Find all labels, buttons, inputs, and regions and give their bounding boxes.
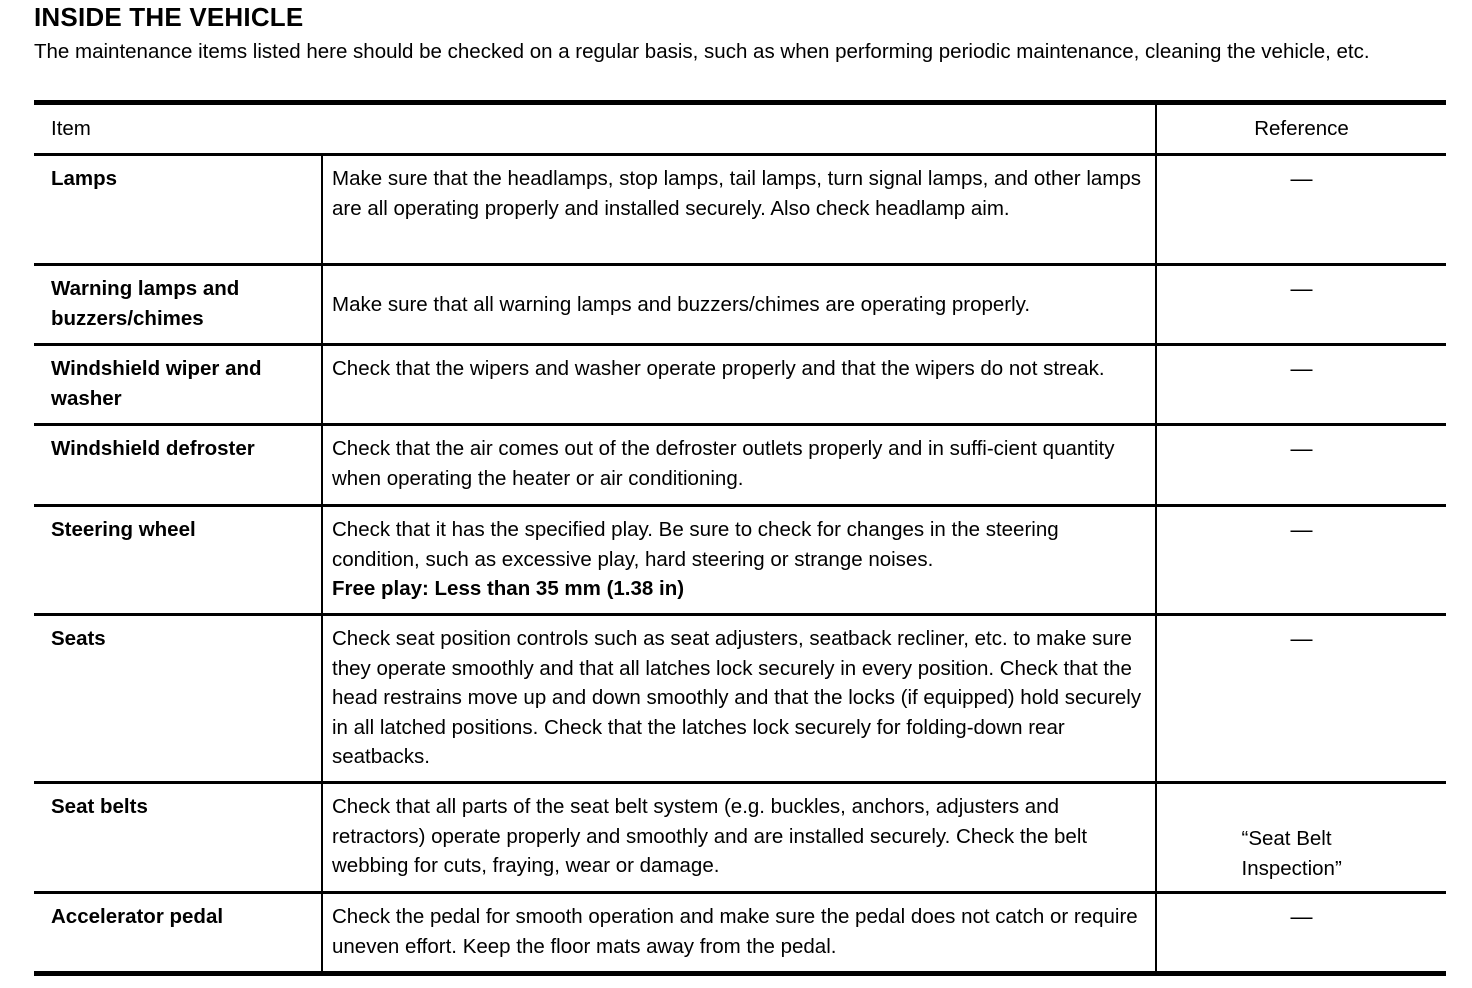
item-name: Seat belts: [34, 783, 322, 893]
table-row: [34, 345, 1446, 425]
item-name: Steering wheel: [34, 506, 322, 615]
item-name: Warning lamps and buzzers/chimes: [34, 265, 322, 345]
item-reference: “Seat Belt Inspection”: [1241, 827, 1342, 880]
item-reference-cell: [1156, 783, 1446, 893]
item-description: Make sure that all warning lamps and buzzers/chimes are operating properly.: [322, 265, 1156, 345]
table-row: [34, 893, 1446, 974]
item-reference: —: [1156, 265, 1446, 345]
item-reference: —: [1156, 425, 1446, 506]
item-reference: —: [1156, 506, 1446, 615]
table-header-row: [34, 103, 1446, 155]
table-row: [34, 783, 1446, 893]
item-name: Accelerator pedal: [34, 893, 322, 974]
table-row: [34, 425, 1446, 506]
item-name: Windshield defroster: [34, 425, 322, 506]
item-reference: —: [1156, 155, 1446, 265]
item-description: Check that the air comes out of the defroster outlets properly and in suffi-cient quantity when operating the heater or air conditioning.: [322, 425, 1156, 506]
item-description: Make sure that the headlamps, stop lamps, tail lamps, turn signal lamps, and other lamps are all operating properly and installed securely. Also check headlamp aim.: [322, 155, 1156, 265]
header-reference: Reference: [1156, 103, 1446, 155]
item-name: Seats: [34, 615, 322, 783]
item-description: Check that it has the specified play. Be sure to check for changes in the steering condition, such as excessive play, hard steering or strange noises.: [332, 518, 1059, 571]
table-row: [34, 506, 1446, 615]
item-reference: —: [1156, 893, 1446, 974]
item-description: Check the pedal for smooth operation and make sure the pedal does not catch or require uneven effort. Keep the floor mats away from the pedal.: [322, 893, 1156, 974]
item-reference: —: [1156, 345, 1446, 425]
header-item: Item: [34, 103, 1156, 155]
table-row: [34, 615, 1446, 783]
free-play-spec: Free play: Less than 35 mm (1.38 in): [332, 577, 685, 600]
section-title: INSIDE THE VEHICLE: [34, 2, 304, 32]
item-description: Check seat position controls such as seat adjusters, seatback recliner, etc. to make sure they operate smoothly and that all latches lock securely in every position. Check that the head restrains move up and down smoothly and that the locks (if equipped) hold securely in all latched positions. Check that the latches lock securely for folding-down rear seatbacks.: [322, 615, 1156, 783]
intro-paragraph: The maintenance items listed here should be checked on a regular basis, such as when performing periodic maintenance, cleaning the vehicle, etc.: [34, 40, 1370, 63]
table-row: [34, 155, 1446, 265]
item-name: Windshield wiper and washer: [34, 345, 322, 425]
item-reference: —: [1156, 615, 1446, 783]
maintenance-table: [34, 100, 1446, 976]
table-row: [34, 265, 1446, 345]
item-description-cell: [322, 506, 1156, 615]
item-description: Check that all parts of the seat belt system (e.g. buckles, anchors, adjusters and retractors) operate properly and smoothly and are installed securely. Check the belt webbing for cuts, fraying, wear or damage.: [322, 783, 1156, 893]
item-name: Lamps: [34, 155, 322, 265]
item-description: Check that the wipers and washer operate properly and that the wipers do not streak.: [322, 345, 1156, 425]
